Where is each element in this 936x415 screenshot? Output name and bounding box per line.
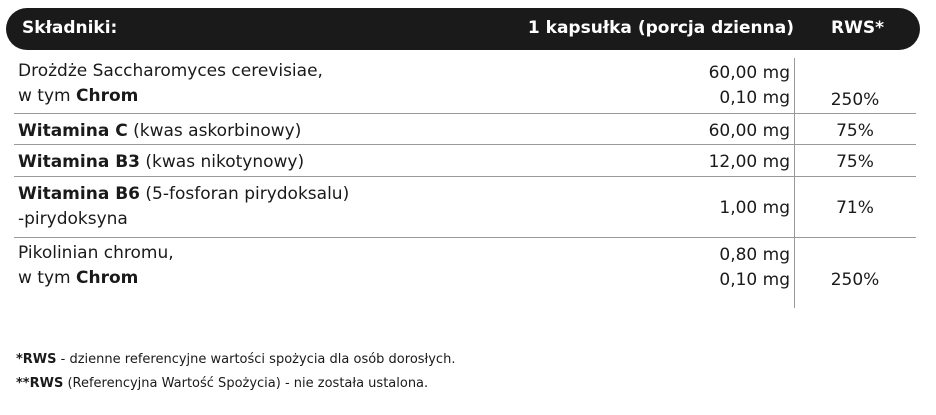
- table-row-vitamin-b6: [14, 177, 916, 238]
- ingredient-name-line2: [18, 84, 323, 109]
- column-divider: [794, 58, 795, 114]
- header-ingredients: Składniki:: [22, 18, 118, 38]
- rws-value: 250%: [830, 270, 880, 290]
- ingredient-name: [18, 182, 349, 232]
- footnote-2: [16, 372, 455, 396]
- footnotes: [16, 348, 455, 396]
- header-rws: RWS*: [831, 18, 884, 38]
- ingredient-bold: Chrom: [76, 268, 139, 288]
- ingredient-name-line1: Pikolinian chromu,: [18, 243, 174, 263]
- ingredient-name: [18, 59, 323, 109]
- ingredient-name: [18, 119, 301, 144]
- ingredient-rest: (5-fosforan pirydoksalu): [140, 184, 350, 204]
- ingredient-rest: (kwas askorbinowy): [127, 121, 302, 141]
- dose-value: 60,00 mg: [708, 121, 790, 141]
- ingredient-name-line2: [18, 266, 174, 291]
- table-header: [6, 8, 920, 50]
- footnote-1: [16, 348, 455, 372]
- rws-value: 75%: [836, 121, 874, 141]
- ingredient-name-line1: [18, 182, 349, 207]
- ingredient-name: [18, 241, 174, 291]
- footnote-1-mark: *RWS: [16, 352, 57, 367]
- column-divider: [794, 114, 795, 145]
- rws-value: 250%: [830, 90, 880, 110]
- table-row-chromium-picolinate: [14, 238, 916, 308]
- ingredient-name: [18, 150, 304, 175]
- dose-value: [719, 243, 790, 293]
- dose-value: 12,00 mg: [708, 152, 790, 172]
- ingredient-prefix: w tym: [18, 86, 76, 106]
- header-dose: 1 kapsułka (porcja dzienna): [527, 18, 794, 38]
- column-divider: [794, 145, 795, 177]
- ingredient-name-line2: -pirydoksyna: [18, 209, 128, 229]
- dose-value: 1,00 mg: [719, 198, 790, 218]
- ingredient-bold: Chrom: [76, 86, 139, 106]
- table-row-vitamin-b3: [14, 145, 916, 177]
- ingredient-bold: Witamina B6: [18, 184, 140, 204]
- footnote-2-mark: **RWS: [16, 376, 64, 391]
- table-row-yeast: [14, 58, 916, 114]
- dose-line1: 0,80 mg: [719, 245, 790, 265]
- column-divider: [794, 238, 795, 308]
- footnote-2-text: (Referencyjna Wartość Spożycia) - nie została ustalona.: [63, 376, 429, 391]
- table-row-vitamin-c: [14, 114, 916, 145]
- rws-value: 75%: [836, 152, 874, 172]
- footnote-1-text: - dzienne referencyjne wartości spożycia dla osób dorosłych.: [56, 352, 456, 367]
- dose-value: [709, 61, 790, 111]
- ingredient-bold: Witamina B3: [18, 152, 140, 172]
- ingredient-rest: (kwas nikotynowy): [140, 152, 305, 172]
- dose-line2: 0,10 mg: [719, 270, 790, 290]
- ingredient-name-line1: Drożdże Saccharomyces cerevisiae,: [18, 61, 323, 81]
- dose-line2: 0,10 mg: [719, 88, 790, 108]
- ingredient-prefix: w tym: [18, 268, 76, 288]
- rws-value: 71%: [836, 198, 874, 218]
- dose-line1: 60,00 mg: [708, 63, 790, 83]
- ingredient-bold: Witamina C: [18, 121, 128, 141]
- column-divider: [794, 177, 795, 238]
